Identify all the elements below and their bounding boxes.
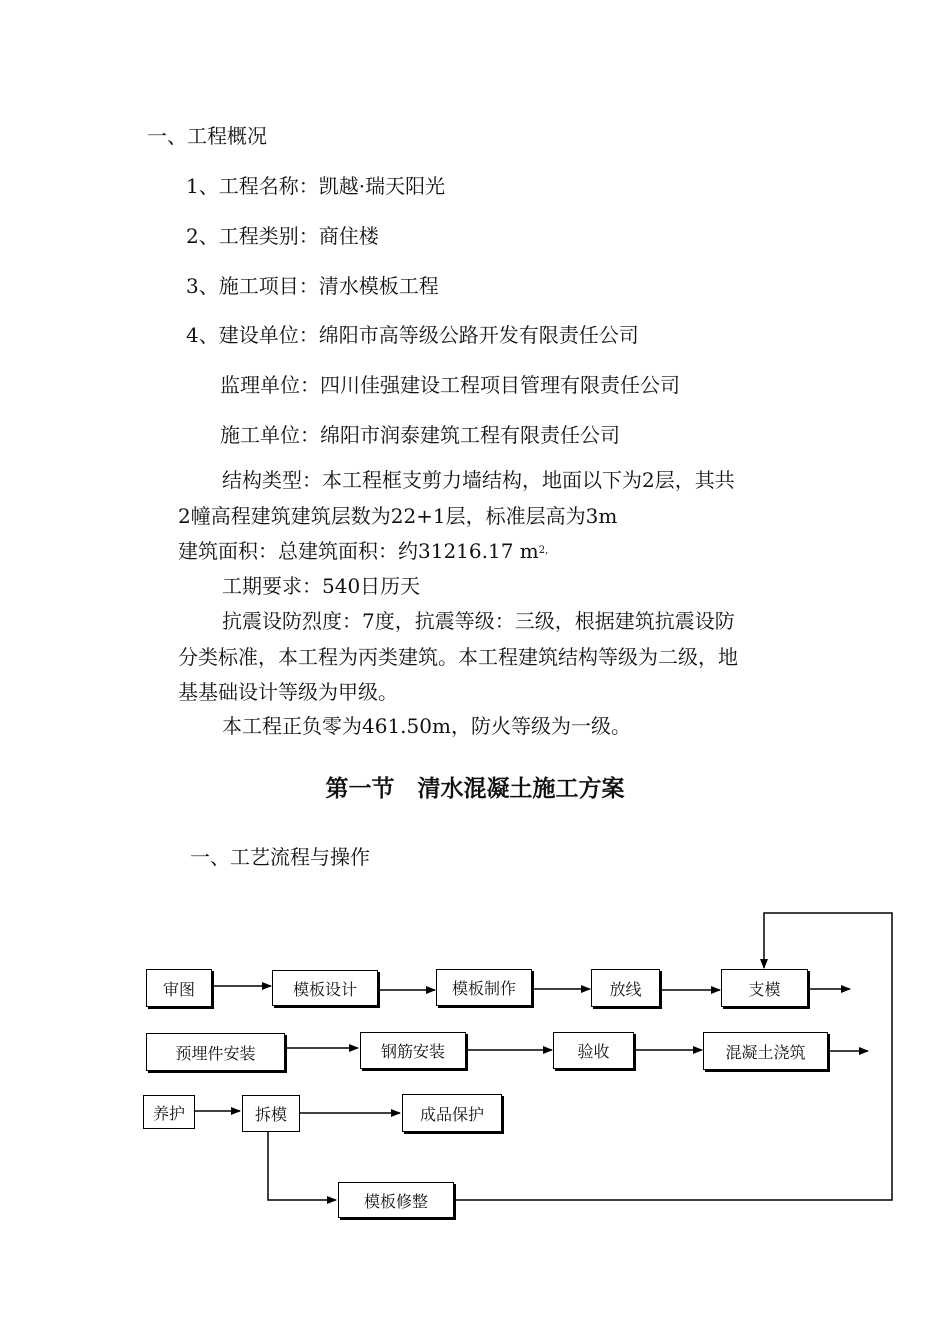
supervisor: 监理单位：四川佳强建设工程项目管理有限责任公司 (220, 373, 680, 397)
process-heading: 一、工艺流程与操作 (190, 845, 370, 869)
flow-box-embedded: 预埋件安装 (146, 1033, 285, 1071)
area-unit-superscript: 2, (538, 545, 549, 556)
flow-box-pour: 混凝土浇筑 (703, 1032, 828, 1070)
seismic-line3: 基基础设计等级为甲级。 (178, 680, 398, 704)
flow-box-cure: 养护 (143, 1095, 195, 1129)
section-title: 第一节 清水混凝土施工方案 (325, 776, 625, 802)
developer: 4、建设单位：绵阳市高等级公路开发有限责任公司 (186, 323, 639, 347)
flow-box-strip: 拆模 (242, 1095, 300, 1132)
seismic-line1: 抗震设防烈度：7度，抗震等级：三级，根据建筑抗震设防 (222, 609, 735, 633)
structure-type-line2: 2幢高程建筑建筑层数为22+1层，标准层高为3m (178, 504, 618, 528)
flow-box-layout: 放线 (591, 969, 660, 1007)
flow-box-make: 模板制作 (436, 969, 532, 1006)
flow-box-design: 模板设计 (272, 970, 378, 1006)
seismic-line2: 分类标准，本工程为丙类建筑。本工程建筑结构等级为二级，地 (178, 645, 738, 669)
flow-box-protect: 成品保护 (402, 1094, 502, 1132)
structure-type-line1: 结构类型：本工程框支剪力墙结构，地面以下为2层，其共 (222, 468, 735, 492)
duration: 工期要求：540日历天 (222, 574, 421, 598)
flow-box-repair: 模板修整 (338, 1182, 454, 1218)
project-name: 1、工程名称：凯越·瑞天阳光 (186, 174, 446, 198)
flow-box-rebar: 钢筋安装 (360, 1032, 466, 1069)
flow-box-formwork: 支模 (721, 969, 808, 1007)
project-category: 2、工程类别：商住楼 (186, 224, 379, 248)
overview-heading: 一、工程概况 (147, 124, 267, 148)
building-area: 建筑面积：总建筑面积：约31216.17 $m^{2,}$ (178, 539, 549, 563)
elevation: 本工程正负零为461.50m，防火等级为一级。 (222, 714, 631, 738)
flow-box-inspect: 验收 (553, 1032, 634, 1069)
flow-box-review: 审图 (146, 969, 212, 1007)
arrow-strip-repair (268, 1132, 336, 1200)
contractor: 施工单位：绵阳市润泰建筑工程有限责任公司 (220, 423, 620, 447)
construction-item: 3、施工项目：清水模板工程 (186, 274, 439, 298)
